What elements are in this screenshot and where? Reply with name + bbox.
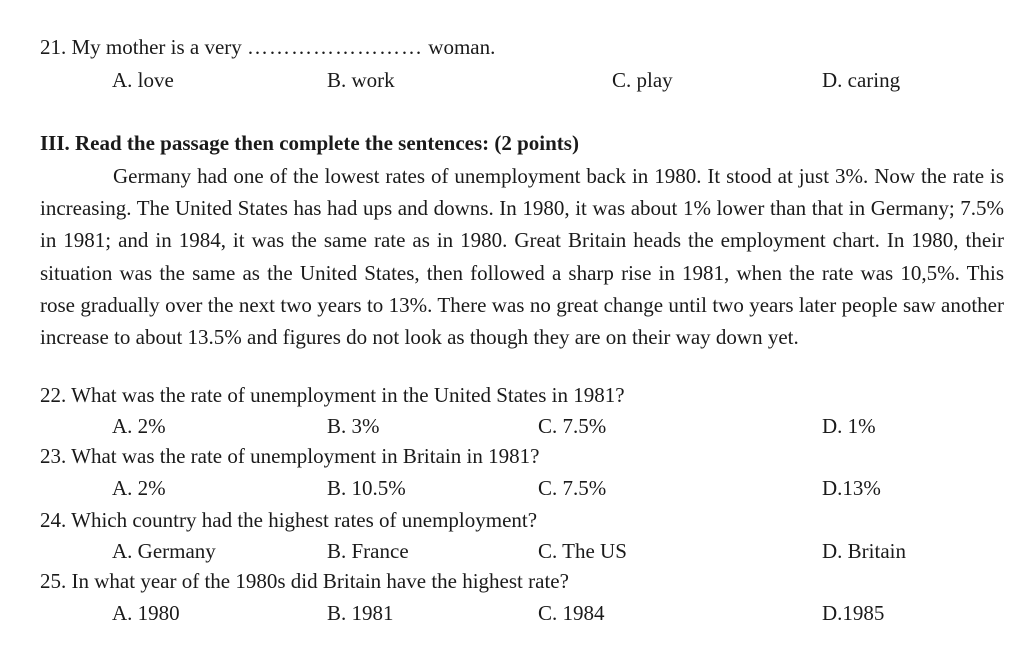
question-21-number: 21. <box>40 35 67 59</box>
q24-option-b: B. France <box>327 539 409 563</box>
q23-option-a: A. 2% <box>112 476 166 500</box>
q25-option-d: D.1985 <box>822 601 885 625</box>
question-23: 23. What was the rate of unemployment in Britain in 1981? <box>40 444 540 468</box>
question-22: 22. What was the rate of unemployment in the United States in 1981? <box>40 383 625 407</box>
question-21-text-before: My mother is a very <box>71 35 242 59</box>
q25-option-b: B. 1981 <box>327 601 394 625</box>
q23-option-c: C. 7.5% <box>538 476 607 500</box>
q22-option-a: A. 2% <box>112 414 166 438</box>
q23-option-b: B. 10.5% <box>327 476 406 500</box>
question-24: 24. Which country had the highest rates of unemployment? <box>40 508 538 532</box>
q21-option-d: D. caring <box>822 68 901 92</box>
question-21-blank: …………………… <box>247 35 424 59</box>
q22-option-c: C. 7.5% <box>538 414 607 438</box>
q21-option-a: A. love <box>112 68 174 92</box>
question-25: 25. In what year of the 1980s did Britain have the highest rate? <box>40 569 569 593</box>
q24-option-d: D. Britain <box>822 539 906 563</box>
q24-option-a: A. Germany <box>112 539 216 563</box>
q25-option-a: A. 1980 <box>112 601 180 625</box>
q22-option-b: B. 3% <box>327 414 380 438</box>
q25-option-c: C. 1984 <box>538 601 605 625</box>
q24-option-c: C. The US <box>538 539 627 563</box>
question-21 <box>40 34 495 60</box>
q22-option-d: D. 1% <box>822 414 876 438</box>
q21-option-b: B. work <box>327 68 395 92</box>
section-title: III. Read the passage then complete the sentences: (2 points) <box>40 131 579 155</box>
q21-option-c: C. play <box>612 68 673 92</box>
question-21-text-after: woman. <box>428 35 496 59</box>
reading-passage: Germany had one of the lowest rates of unemployment back in 1980. It stood at just 3%. Now the rate is increasing. The United States has had ups and downs. In 1980, it was about 1% lower than that in Germany; 7.5% in 1981; and in 1984, it was the same rate as in 1980. Great Britain heads the employment chart. In 1980, their situation was the same as the United States, then followed a sharp rise in 1981, when the rate was 10,5%. This rose gradually over the next two years to 13%. There was no great change until two years later people saw another increase to about 13.5% and figures do not look as though they are on their way down yet. <box>40 164 1004 350</box>
q23-option-d: D.13% <box>822 476 881 500</box>
